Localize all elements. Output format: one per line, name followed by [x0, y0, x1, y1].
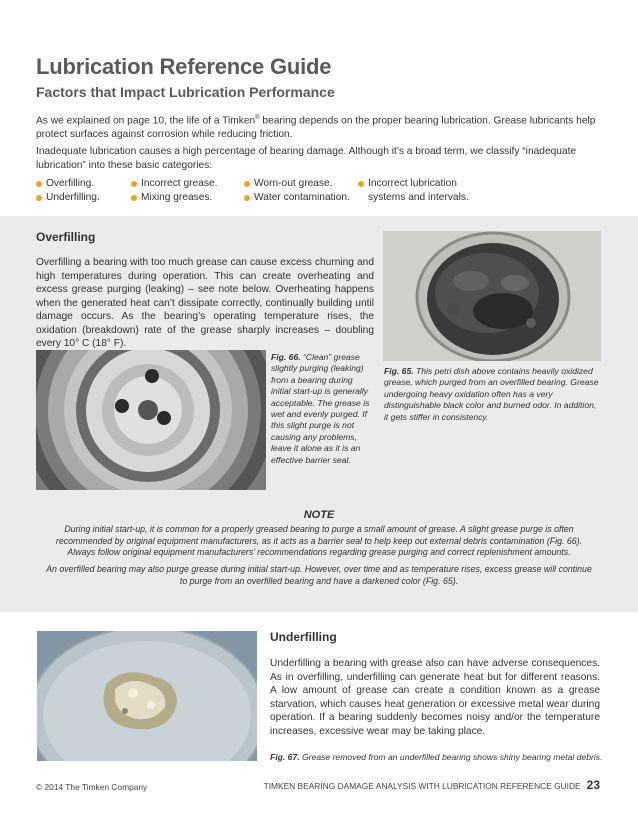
bearing-grease-purge-photo	[36, 350, 266, 490]
bullet-icon	[244, 195, 250, 201]
bullet-icon	[131, 195, 137, 201]
grease-debris-illustration	[37, 631, 257, 761]
overfilling-heading: Overfilling	[36, 230, 96, 244]
categories-column-1	[36, 177, 100, 205]
intro-paragraph-1: As we explained on page 10, the life of a Timken® bearing depends on the proper bearing lubrication. Grease lubricants help protect surfaces against corrosion while reducing friction.	[36, 115, 596, 140]
bullet-icon	[244, 181, 250, 187]
overfilling-paragraph: Overfilling a bearing with too much grease can cause excess churning and high temperatures during operation. This can create overheating and excess grease purging (leaking) – see note below. Overheating happens when the generated heat can’t dissipate correctly, continually building until damage occurs. As the bearing’s operating temperature rises, the oxidation (breakdown) rate of the grease sharply increases – doubling every 10° C (18° F).	[36, 257, 374, 349]
petri-dish-illustration	[383, 231, 601, 361]
note-paragraph-1: During initial start-up, it is common for a properly greased bearing to purge a small amount of grease. A slight grease purge is often recommended by original equipment manufacturers, as it acts as a barrier seal to help keep out external debris contamination (Fig. 66). Always follow original equipment manufacturers’ recommendations regarding grease purging and correct replenishment amounts.	[55, 524, 583, 558]
figure-65-caption: Fig. 65. This petri dish above contains heavily oxidized grease, which purged from an overfilled bearing. Grease undergoing heavy oxidation often has a very distinguishable black color and burned odor. In addition, it gets stiffer in consistency.	[384, 366, 599, 422]
figure-66-caption: Fig. 66. “Clean” grease slightly purging (leaking) from a bearing during initial start-up is generally acceptable. The grease is wet and evenly purged. If this slight purge is not causing any problems, leave it alone as it is an effective barrier seal.	[271, 352, 370, 465]
petri-dish-oxidized-grease-photo	[383, 231, 601, 361]
note-title: NOTE	[303, 509, 335, 521]
page-title: Lubrication Reference Guide	[36, 54, 332, 79]
categories-column-2	[131, 177, 217, 205]
list-item: Underfilling.	[36, 191, 100, 205]
list-item: Incorrect lubrication	[358, 177, 469, 191]
bearing-illustration	[36, 350, 266, 490]
underfilling-paragraph: Underfilling a bearing with grease also can have adverse consequences. As in overfilling, underfilling can generate heat but for different reasons. A low amount of grease can create a condition known as a grease starvation, which causes heat generation or excessive metal wear during operation. If a bearing suddenly becomes noisy and/or the temperature increases, excessive wear may be taking place.	[270, 658, 600, 737]
list-item: Overfilling.	[36, 177, 100, 191]
list-item: systems and intervals.	[368, 192, 469, 203]
list-item: Water contamination.	[244, 191, 350, 205]
note-paragraph-2: An overfilled bearing may also purge grease during initial start-up. However, over time and as temperature rises, excess grease will continue to purge from an overfilled bearing and have a darkened color (Fig. 65).	[46, 564, 592, 586]
page-number: 23	[586, 778, 600, 792]
bullet-icon	[36, 181, 42, 187]
bullet-icon	[358, 181, 364, 187]
list-item: Worn-out grease.	[244, 177, 350, 191]
bullet-icon	[131, 181, 137, 187]
footer-copyright: © 2014 The Timken Company	[36, 782, 148, 792]
underfilling-heading: Underfilling	[270, 630, 337, 644]
footer-publication: TIMKEN BEARING DAMAGE ANALYSIS WITH LUBRICATION REFERENCE GUIDE 23	[263, 778, 600, 792]
list-item: Mixing greases.	[131, 191, 217, 205]
categories-column-4	[358, 177, 469, 205]
intro-paragraph-2: Inadequate lubrication causes a high percentage of bearing damage. Although it’s a broad term, we classify “inadequate lubrication” into these basic categories:	[36, 146, 577, 171]
page-subtitle: Factors that Impact Lubrication Performance	[36, 84, 335, 100]
underfilled-grease-debris-photo	[37, 631, 257, 761]
list-item: Incorrect grease.	[131, 177, 217, 191]
bullet-icon	[36, 195, 42, 201]
figure-67-caption: Fig. 67. Grease removed from an underfilled bearing shows shiny bearing metal debris.	[270, 752, 603, 762]
categories-column-3	[244, 177, 350, 205]
